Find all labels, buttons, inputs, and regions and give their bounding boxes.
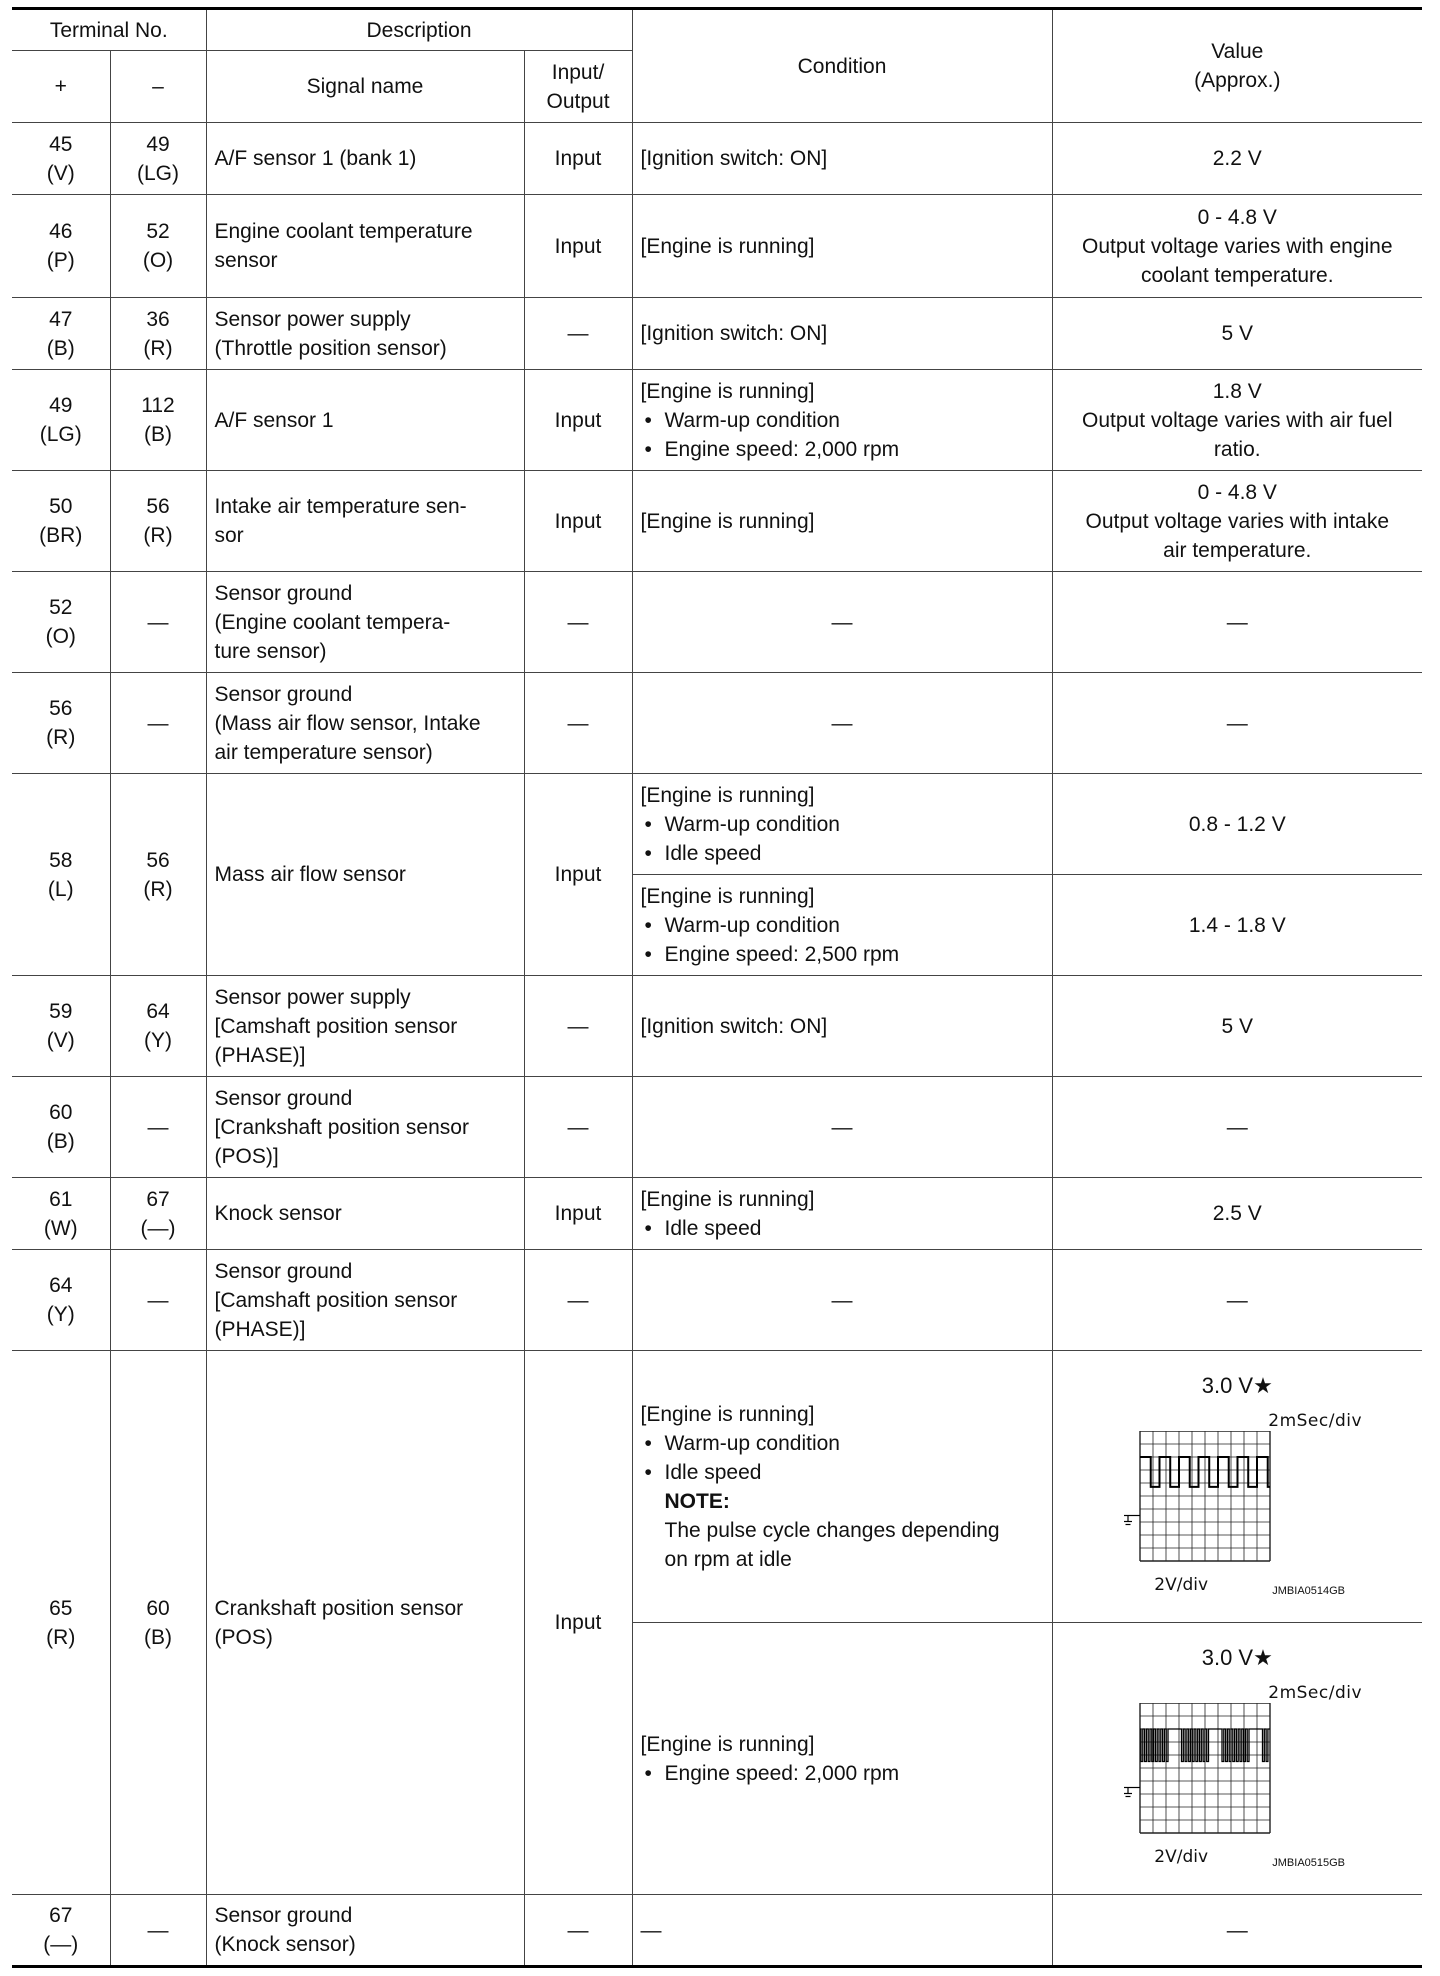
header-condition: Condition — [632, 9, 1052, 123]
condition — [632, 875, 1052, 976]
condition: — — [632, 1895, 1052, 1967]
table-row — [12, 1250, 1422, 1351]
signal-line: ture sensor) — [214, 639, 327, 663]
signal-line: (POS)] — [214, 1144, 279, 1168]
minus-terminal: — — [110, 572, 206, 673]
wire-color: (P) — [46, 249, 75, 272]
plus-terminal — [12, 1250, 110, 1351]
minus-terminal — [110, 1351, 206, 1895]
minus-terminal — [110, 774, 206, 976]
signal-name — [206, 298, 524, 370]
plus-terminal — [12, 774, 110, 976]
note-heading: NOTE: — [664, 1489, 730, 1513]
condition: [Ignition switch: ON] — [632, 298, 1052, 370]
plus-terminal — [12, 976, 110, 1077]
wire-color: (Y) — [144, 1029, 172, 1052]
header-io-l2: Output — [546, 89, 610, 113]
header-value-l2: (Approx.) — [1194, 69, 1281, 92]
oscilloscope-waveform-2000rpm — [1122, 1703, 1272, 1843]
figure-id: JMBIA0515GB — [1272, 1856, 1346, 1869]
minus-terminal — [110, 1178, 206, 1250]
condition-line: [Engine is running] — [640, 379, 815, 403]
minus-terminal — [110, 370, 206, 471]
signal-line: Sensor ground — [214, 682, 353, 706]
wire-color: (LG) — [39, 423, 82, 446]
condition-bullet: • Warm-up condition — [641, 810, 1044, 839]
terminal-number: 60 — [146, 1596, 170, 1620]
condition — [632, 370, 1052, 471]
wire-color: (O) — [142, 249, 174, 272]
scope-time-scale: 2mSec/div — [1268, 1410, 1363, 1431]
io-type: Input — [524, 774, 632, 976]
condition-bullet: • Engine speed: 2,000 rpm — [641, 1759, 1044, 1788]
signal-line: air temperature sensor) — [214, 740, 433, 764]
signal-line: Engine coolant temperature — [214, 220, 473, 243]
wire-color: (B) — [46, 1130, 75, 1153]
condition-line: [Engine is running] — [640, 1402, 815, 1426]
table-row — [12, 471, 1422, 572]
signal-name — [206, 976, 524, 1077]
wire-color: (LG) — [137, 161, 179, 185]
condition: [Engine is running] — [632, 195, 1052, 298]
value: 5 V — [1052, 298, 1422, 370]
table-row — [12, 673, 1422, 774]
minus-terminal: — — [110, 673, 206, 774]
terminal-number: 46 — [49, 220, 73, 243]
terminal-number: 56 — [146, 495, 170, 518]
terminal-number: 52 — [146, 220, 170, 243]
terminal-number: 59 — [49, 1000, 73, 1023]
value-line: air temperature. — [1163, 538, 1312, 562]
plus-terminal — [12, 1895, 110, 1967]
value: 2.5 V — [1052, 1178, 1422, 1250]
header-terminal-no: Terminal No. — [12, 9, 206, 51]
condition — [632, 1178, 1052, 1250]
plus-terminal — [12, 471, 110, 572]
wire-color: (B) — [144, 1625, 172, 1649]
note-text: The pulse cycle changes depending — [664, 1518, 1000, 1542]
io-type: Input — [524, 370, 632, 471]
io-type: Input — [524, 471, 632, 572]
wire-color: (O) — [45, 625, 76, 648]
signal-line: [Camshaft position sensor — [214, 1288, 458, 1312]
condition-line: [Engine is running] — [640, 884, 815, 908]
io-type: — — [524, 976, 632, 1077]
wire-color: (L) — [47, 877, 74, 901]
signal-line: sor — [214, 524, 244, 547]
plus-terminal — [12, 1178, 110, 1250]
condition: [Ignition switch: ON] — [632, 123, 1052, 195]
terminal-number: 64 — [49, 1274, 73, 1297]
terminal-number: 56 — [146, 848, 170, 872]
io-type: — — [524, 1895, 632, 1967]
plus-terminal — [12, 195, 110, 298]
value: — — [1052, 1250, 1422, 1351]
signal-line: Sensor power supply — [214, 985, 411, 1009]
value: 5 V — [1052, 976, 1422, 1077]
table-row — [12, 1178, 1422, 1250]
terminal-number: 58 — [49, 848, 73, 872]
io-type: — — [524, 1250, 632, 1351]
condition: — — [632, 673, 1052, 774]
wire-color: (R) — [46, 1625, 76, 1649]
signal-name — [206, 1895, 524, 1967]
signal-line: Sensor ground — [214, 1259, 353, 1283]
value: 2.2 V — [1052, 123, 1422, 195]
signal-name: Mass air flow sensor — [206, 774, 524, 976]
table-row — [12, 572, 1422, 673]
signal-line: [Crankshaft position sensor — [214, 1115, 469, 1139]
condition-line: [Engine is running] — [640, 1187, 815, 1211]
table-row — [12, 370, 1422, 471]
signal-line: Crankshaft position sensor — [214, 1596, 464, 1620]
value-line: ratio. — [1213, 437, 1261, 461]
header-plus: + — [12, 51, 110, 123]
terminal-number: 47 — [49, 307, 73, 331]
signal-name: A/F sensor 1 (bank 1) — [206, 123, 524, 195]
signal-line: [Camshaft position sensor — [214, 1014, 458, 1038]
wire-color: (V) — [46, 1029, 75, 1052]
header-io-l1: Input/ — [551, 60, 605, 84]
plus-terminal — [12, 370, 110, 471]
wire-color: (V) — [46, 161, 75, 185]
terminal-number: 45 — [49, 132, 73, 156]
header-io — [524, 51, 632, 123]
figure-id: JMBIA0514GB — [1272, 1584, 1346, 1597]
signal-line: (PHASE)] — [214, 1317, 306, 1341]
condition: — — [632, 1077, 1052, 1178]
value — [1052, 1351, 1422, 1623]
wire-color: (R) — [143, 336, 173, 360]
condition-bullet: • Idle speed — [641, 839, 1044, 868]
signal-name — [206, 1250, 524, 1351]
terminal-number: 67 — [49, 1904, 73, 1927]
header-minus: – — [110, 51, 206, 123]
wire-color: (BR) — [39, 524, 83, 547]
condition: — — [632, 1250, 1052, 1351]
wire-color: (Y) — [46, 1303, 75, 1326]
scope-volt-scale: 2V/div — [1154, 1574, 1209, 1595]
oscilloscope-figure-2000rpm — [1112, 1643, 1362, 1867]
condition: [Ignition switch: ON] — [632, 976, 1052, 1077]
minus-terminal — [110, 123, 206, 195]
minus-terminal: — — [110, 1077, 206, 1178]
value-line: 1.8 V — [1212, 379, 1262, 403]
signal-name — [206, 673, 524, 774]
plus-terminal — [12, 673, 110, 774]
value-line: coolant temperature. — [1140, 263, 1334, 287]
io-type: Input — [524, 1178, 632, 1250]
signal-name — [206, 195, 524, 298]
plus-terminal — [12, 1351, 110, 1895]
scope-time-scale: 2mSec/div — [1268, 1682, 1363, 1703]
signal-name — [206, 572, 524, 673]
value: — — [1052, 1895, 1422, 1967]
minus-terminal: — — [110, 1250, 206, 1351]
header-description: Description — [206, 9, 632, 51]
minus-terminal — [110, 976, 206, 1077]
signal-line: Intake air temperature sen- — [214, 495, 467, 518]
io-type: — — [524, 673, 632, 774]
terminal-number: 52 — [49, 596, 73, 619]
condition-line: [Engine is running] — [640, 783, 815, 807]
terminal-number: 112 — [141, 394, 175, 417]
signal-line: (PHASE)] — [214, 1043, 306, 1067]
scope-trace — [1140, 1729, 1270, 1762]
note-text: on rpm at idle — [664, 1547, 792, 1571]
wire-color: (W) — [43, 1216, 78, 1240]
value — [1052, 1623, 1422, 1895]
condition — [632, 1623, 1052, 1895]
value: 0.8 - 1.2 V — [1052, 774, 1422, 875]
signal-line: (Engine coolant tempera- — [214, 610, 451, 634]
oscilloscope-waveform-idle — [1122, 1431, 1272, 1571]
value — [1052, 195, 1422, 298]
value-line: 0 - 4.8 V — [1197, 205, 1277, 229]
condition-line: [Engine is running] — [640, 1732, 815, 1756]
table-row — [12, 774, 1422, 875]
table-row — [12, 1077, 1422, 1178]
condition-bullet: • Idle speed — [641, 1214, 1044, 1243]
condition-bullet: • Warm-up condition — [641, 406, 1044, 435]
signal-line: Sensor ground — [214, 1904, 353, 1927]
plus-terminal — [12, 1077, 110, 1178]
terminal-number: 49 — [49, 394, 73, 417]
wire-color: (R) — [143, 877, 173, 901]
signal-line: Sensor power supply — [214, 307, 411, 331]
table-row — [12, 298, 1422, 370]
condition-bullet: • Warm-up condition — [641, 911, 1044, 940]
signal-line: Sensor ground — [214, 1086, 353, 1110]
minus-terminal — [110, 471, 206, 572]
minus-terminal — [110, 195, 206, 298]
signal-name — [206, 471, 524, 572]
scope-voltage: 3.0 V★ — [1201, 1644, 1273, 1670]
io-type: Input — [524, 1351, 632, 1895]
signal-name: A/F sensor 1 — [206, 370, 524, 471]
terminal-number: 67 — [146, 1187, 170, 1211]
signal-name — [206, 1077, 524, 1178]
signal-line: Sensor ground — [214, 581, 353, 605]
wire-color: (B) — [144, 423, 172, 446]
table-row — [12, 1351, 1422, 1623]
terminal-number: 64 — [146, 1000, 170, 1023]
wire-color: (—) — [43, 1933, 79, 1956]
oscilloscope-figure-idle — [1112, 1371, 1362, 1595]
signal-name: Knock sensor — [206, 1178, 524, 1250]
header-signal-name: Signal name — [206, 51, 524, 123]
terminal-table-wrapper — [12, 7, 1422, 1968]
signal-line: (Throttle position sensor) — [214, 336, 447, 360]
signal-line: (Knock sensor) — [214, 1933, 356, 1956]
value — [1052, 471, 1422, 572]
condition — [632, 774, 1052, 875]
condition-bullet: • Engine speed: 2,000 rpm — [641, 435, 1044, 464]
condition: [Engine is running] — [632, 471, 1052, 572]
value: — — [1052, 1077, 1422, 1178]
io-type: — — [524, 298, 632, 370]
signal-line: (POS) — [214, 1625, 273, 1649]
plus-terminal — [12, 572, 110, 673]
value-line: Output voltage varies with air fuel — [1082, 408, 1393, 432]
header-row-1 — [12, 9, 1422, 51]
signal-name — [206, 1351, 524, 1895]
value: — — [1052, 572, 1422, 673]
terminal-number: 60 — [49, 1101, 73, 1124]
value: 1.4 - 1.8 V — [1052, 875, 1422, 976]
terminal-number: 36 — [146, 307, 170, 331]
signal-line: sensor — [214, 249, 278, 272]
table-row — [12, 1895, 1422, 1967]
table-row — [12, 976, 1422, 1077]
ecm-terminal-table — [12, 7, 1422, 1968]
terminal-number: 61 — [49, 1187, 73, 1211]
minus-terminal: — — [110, 1895, 206, 1967]
wire-color: (—) — [140, 1216, 176, 1240]
value — [1052, 370, 1422, 471]
value-line: Output voltage varies with engine — [1082, 234, 1393, 258]
terminal-number: 65 — [49, 1596, 73, 1620]
condition-bullet: • Engine speed: 2,500 rpm — [641, 940, 1044, 969]
terminal-number: 56 — [49, 697, 73, 720]
header-value-l1: Value — [1211, 40, 1264, 63]
io-type: Input — [524, 195, 632, 298]
io-type: — — [524, 572, 632, 673]
scope-volt-scale: 2V/div — [1154, 1846, 1209, 1867]
condition — [632, 1351, 1052, 1623]
wire-color: (B) — [46, 336, 75, 360]
value-line: 0 - 4.8 V — [1197, 480, 1277, 504]
value: — — [1052, 673, 1422, 774]
terminal-number: 49 — [146, 132, 170, 156]
minus-terminal — [110, 298, 206, 370]
io-type: Input — [524, 123, 632, 195]
plus-terminal — [12, 298, 110, 370]
table-row — [12, 123, 1422, 195]
io-type: — — [524, 1077, 632, 1178]
plus-terminal — [12, 123, 110, 195]
wire-color: (R) — [143, 524, 173, 547]
terminal-number: 50 — [49, 495, 73, 518]
scope-voltage: 3.0 V★ — [1201, 1372, 1273, 1398]
table-row — [12, 195, 1422, 298]
value-line: Output voltage varies with intake — [1085, 509, 1390, 533]
wire-color: (R) — [46, 726, 76, 749]
condition-bullet: • Warm-up condition — [641, 1429, 1044, 1458]
header-value — [1052, 9, 1422, 123]
condition-bullet: • Idle speed — [641, 1458, 1044, 1487]
signal-line: (Mass air flow sensor, Intake — [214, 711, 481, 735]
condition: — — [632, 572, 1052, 673]
